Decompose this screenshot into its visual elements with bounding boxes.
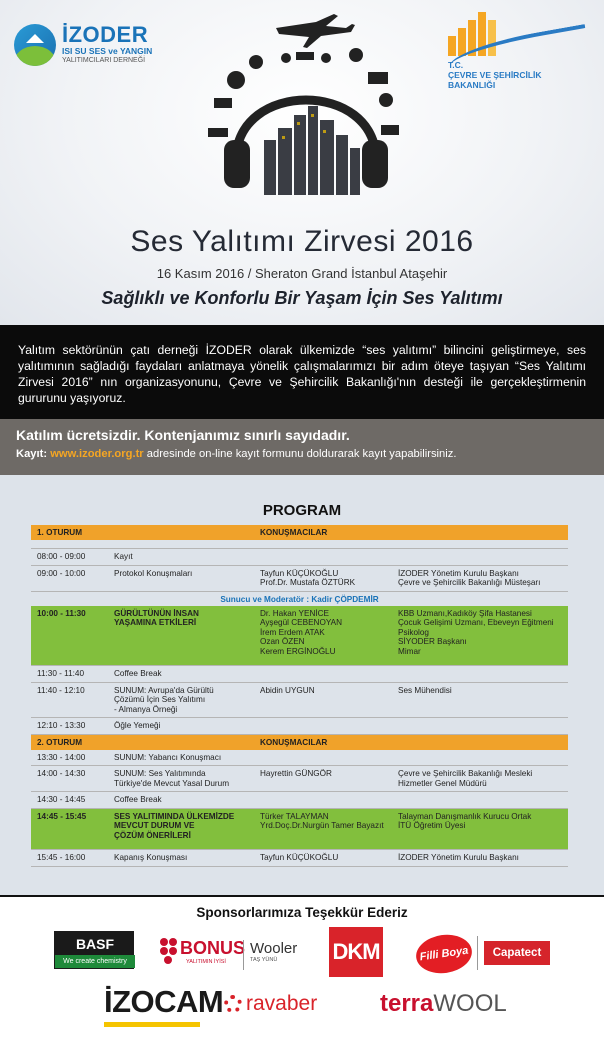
- moderator-row: [31, 592, 568, 606]
- speaker-names: Dr. Hakan YENİCE Ayşegül CEBENOYAN İrem Erdem ATAK Ozan ÖZEN Kerem ERGİNOĞLU: [260, 608, 343, 656]
- session-time: 10:00 - 11:30: [37, 608, 86, 618]
- bonus-mark-icon: [160, 938, 178, 964]
- speaker-names: Abidin UYGUN: [260, 685, 315, 695]
- event-title: Ses Yalıtımı Zirvesi 2016: [130, 225, 474, 258]
- speaker-names: Hayrettin GÜNGÖR: [260, 769, 332, 778]
- session-time: 14:30 - 14:45: [37, 795, 86, 804]
- ministry-logo: [438, 12, 598, 92]
- program-table: [31, 525, 568, 867]
- bonus-logo: BONUS YALITIMIN İYİSİ: [160, 938, 240, 968]
- session-subject: Kayıt: [114, 552, 133, 561]
- session-time: 08:00 - 09:00: [37, 552, 86, 561]
- sponsors-title: Sponsorlarımıza Teşekkür Ederiz: [196, 905, 408, 920]
- session-subject: Öğle Yemeği: [114, 721, 161, 730]
- headphones-city-illustration-icon: [196, 10, 416, 210]
- program-row: [31, 750, 568, 767]
- session-subject: GÜRÜLTÜNÜN İNSAN YAŞAMINA ETKİLERİ: [114, 608, 199, 627]
- session-time: 13:30 - 14:00: [37, 752, 86, 762]
- wooler-logo: Wooler TAŞ YÜNÜ: [243, 940, 303, 970]
- speaker-roles: Ses Mühendisi: [398, 685, 452, 695]
- izoder-subtitle-1: ISI SU SES ve YANGIN: [62, 46, 153, 56]
- session-header-row: [31, 525, 568, 540]
- speaker-names: Tayfun KÜÇÜKOĞLU: [260, 853, 339, 862]
- program-row: [31, 683, 568, 719]
- speaker-names: Tayfun KÜÇÜKOĞLU Prof.Dr. Mustafa ÖZTÜRK: [260, 568, 356, 587]
- session-subject: Protokol Konuşmaları: [114, 568, 193, 578]
- session-time: 15:45 - 16:00: [37, 853, 86, 862]
- speaker-roles: Talayman Danışmanlık Kurucu Ortak İTÜ Öğretim Üyesi: [398, 811, 532, 830]
- session-subject: SUNUM: Yabancı Konuşmacı: [114, 752, 222, 762]
- izoder-emblem-icon: [14, 24, 56, 66]
- program-row: [31, 666, 568, 683]
- session-subject: SUNUM: Avrupa'da Gürültü Çözümü İçin Ses Yalıtımı - Almanya Örneği: [114, 685, 214, 714]
- session-subject: Coffee Break: [114, 669, 162, 678]
- terrawool-logo: terraWOOL: [380, 990, 507, 1017]
- highlight-session-row: [31, 809, 568, 851]
- session-subject: Coffee Break: [114, 795, 162, 804]
- event-header: [0, 0, 604, 325]
- free-participation-text: Katılım ücretsizdir. Kontenjanımız sınırlı sayıdadır.: [16, 427, 350, 443]
- ministry-text: T.C. ÇEVRE VE ŞEHİRCİLİK BAKANLIĞI: [448, 60, 542, 90]
- event-date-location: 16 Kasım 2016 / Sheraton Grand İstanbul Ataşehir: [156, 266, 448, 281]
- registration-band: [0, 419, 604, 475]
- session-time: 12:10 - 13:30: [37, 721, 86, 730]
- session-time: 11:40 - 12:10: [37, 685, 85, 695]
- session-subject: Kapanış Konuşması: [114, 853, 188, 862]
- izocam-logo: İZOCAM: [104, 982, 200, 1032]
- moderator-text: Sunucu ve Moderatör : Kadir ÇÖPDEMİR: [220, 594, 379, 604]
- program-row: [31, 766, 568, 792]
- session-time: 09:00 - 10:00: [37, 568, 86, 578]
- program-row: [31, 718, 568, 735]
- session-subject: SUNUM: Ses Yalıtımında Türkiye'de Mevcut Yasal Durum: [114, 769, 230, 788]
- registration-text: [16, 448, 588, 460]
- session-time: 11:30 - 11:40: [37, 669, 85, 678]
- speakers-header: KONUŞMACILAR: [260, 737, 328, 747]
- izoder-name: İZODER: [62, 22, 149, 47]
- program-row: [31, 792, 568, 809]
- speaker-roles: KBB Uzmanı,Kadıköy Şifa Hastanesi Çocuk Gelişimi Uzmanı, Ebeveyn Eğitmeni Psikolog SİYODER Başkanı Mimar: [398, 608, 554, 656]
- dkm-logo: DKM: [329, 927, 383, 977]
- capatect-logo: Capatect: [484, 941, 550, 965]
- program-row: [31, 850, 568, 867]
- program-row: [31, 549, 568, 566]
- session-label: 1. OTURUM: [37, 528, 83, 537]
- filli-boya-logo: Filli Boya: [414, 931, 475, 976]
- registration-link[interactable]: www.izoder.org.tr: [50, 448, 144, 460]
- speaker-names: Türker TALAYMAN Yrd.Doç.Dr.Nurgün Tamer Bayazıt: [260, 811, 384, 830]
- ravaber-mark-icon: [224, 995, 242, 1013]
- intro-text: Yalıtım sektörünün çatı derneği İZODER olarak ülkemizde “ses yalıtımı” bilincini geliştirmeye, ses yalıtımının sağladığı faydaları anlatmaya yönelik çalışmalarımızı bir adım öteye taşıyan “Ses Yalıtımı Zirvesi 2016” nın organizasyonunu, Çevre ve Şehircilik Bakanlığı'nın desteği ile gerçekleştirmenin gururunu yaşıyoruz.: [0, 325, 604, 419]
- highlight-session-row: [31, 606, 568, 667]
- speaker-roles: İZODER Yönetim Kurulu Başkanı: [398, 853, 519, 862]
- ravaber-logo: ravaber: [224, 992, 344, 1020]
- speaker-roles: Çevre ve Şehircilik Bakanlığı Mesleki Hizmetler Genel Müdürü: [398, 769, 533, 788]
- spacer-row: [31, 540, 568, 549]
- session-label: 2. OTURUM: [37, 737, 83, 747]
- program-title: PROGRAM: [262, 502, 342, 519]
- program-row: [31, 566, 568, 592]
- izoder-logo: [14, 22, 184, 70]
- event-tagline: Sağlıklı ve Konforlu Bir Yaşam İçin Ses Yalıtımı: [101, 288, 503, 308]
- speakers-header: KONUŞMACILAR: [260, 528, 328, 537]
- session-header-row: [31, 735, 568, 750]
- basf-logo: BASF We create chemistry: [54, 931, 134, 969]
- session-time: 14:45 - 15:45: [37, 811, 87, 821]
- registration-instructions: adresinde on-line kayıt formunu doldurarak kayıt yapabilirsiniz.: [143, 448, 457, 460]
- izoder-subtitle-2: YALITIMCILARI DERNEĞİ: [62, 57, 146, 64]
- session-subject: SES YALITIMINDA ÜLKEMİZDE MEVCUT DURUM VE ÇÖZÜM ÖNERİLERİ: [114, 811, 235, 840]
- session-time: 14:00 - 14:30: [37, 769, 86, 778]
- registration-label: Kayıt:: [16, 448, 48, 460]
- speaker-roles: İZODER Yönetim Kurulu Başkanı Çevre ve Şehircilik Bakanlığı Müsteşarı: [398, 568, 541, 587]
- logo-divider: [477, 936, 478, 970]
